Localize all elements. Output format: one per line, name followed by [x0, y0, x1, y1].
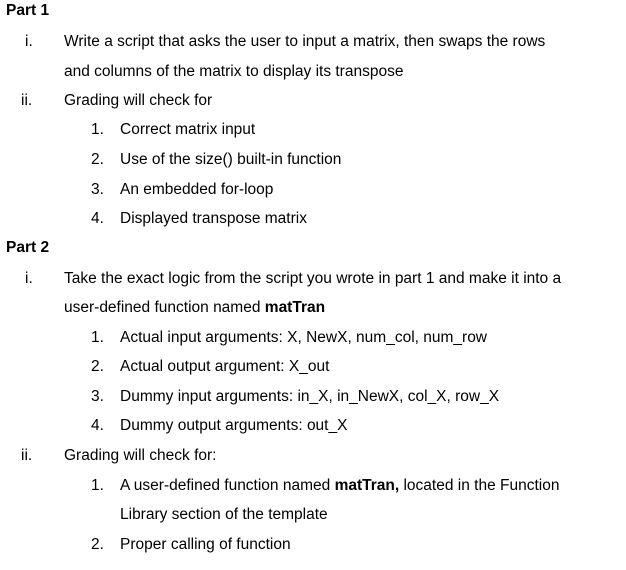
part2-item1-line1: Take the exact logic from the script you wrote in part 1 and make it into a: [64, 270, 562, 287]
part1-item2-marker: ii.: [21, 92, 33, 109]
part1-sub4-marker: 4.: [91, 210, 104, 227]
part2-sub2-marker: 2.: [91, 358, 104, 375]
part1-heading: Part 1: [6, 2, 50, 19]
part2-sub4-text: Dummy output arguments: out_X: [120, 417, 348, 434]
part2-check2-text: Proper calling of function: [120, 536, 291, 553]
part1-sub4-text: Displayed transpose matrix: [120, 210, 307, 227]
part2-check1-prefix: A user-defined function named: [120, 477, 335, 494]
part2-item2-marker: ii.: [21, 447, 33, 464]
part1-sub3-text: An embedded for-loop: [120, 181, 274, 198]
part2-item1-marker: i.: [25, 270, 33, 287]
part1-item2-line1: Grading will check for: [64, 92, 213, 109]
part2-sub4-marker: 4.: [91, 417, 104, 434]
part2-sub3-marker: 3.: [91, 388, 104, 405]
function-name-mattran: matTran: [264, 299, 326, 316]
part2-sub1-marker: 1.: [91, 329, 104, 346]
part1-item1-marker: i.: [25, 33, 33, 50]
part1-sub2-marker: 2.: [91, 151, 104, 168]
part2-check2-marker: 2.: [91, 536, 104, 553]
part1-sub2-text: Use of the size() built-in function: [120, 151, 342, 168]
part2-item2-line1: Grading will check for:: [64, 447, 217, 464]
part2-item1-line2-prefix: user-defined function named: [64, 299, 265, 316]
part2-check1-marker: 1.: [91, 477, 104, 494]
part1-item1-line1: Write a script that asks the user to input a matrix, then swaps the rows: [64, 33, 546, 50]
part1-sub1-text: Correct matrix input: [120, 121, 256, 138]
part1-item1-line2: and columns of the matrix to display its transpose: [64, 63, 404, 80]
part2-heading: Part 2: [6, 239, 50, 256]
function-name-mattran-bold: matTran,: [334, 477, 400, 494]
part2-sub2-text: Actual output argument: X_out: [120, 358, 330, 375]
part2-check1-line1: [120, 477, 559, 495]
part2-check1-suffix: located in the Function: [399, 477, 560, 494]
part1-sub1-marker: 1.: [91, 121, 104, 138]
part2-item1-line2: [64, 299, 325, 317]
part1-sub3-marker: 3.: [91, 181, 104, 198]
part2-sub1-text: Actual input arguments: X, NewX, num_col, num_row: [120, 329, 488, 346]
part2-sub3-text: Dummy input arguments: in_X, in_NewX, col_X, row_X: [120, 388, 500, 405]
part2-check1-line2: Library section of the template: [120, 506, 328, 523]
